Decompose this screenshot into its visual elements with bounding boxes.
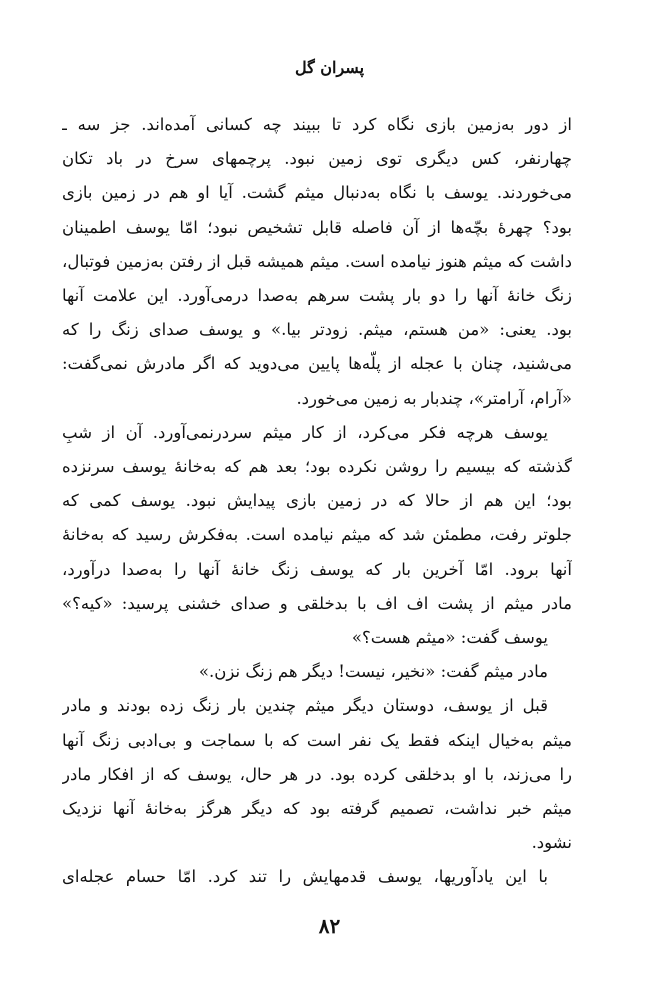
text-line: مادر میثم گفت: «نخیر، نیست! دیگر هم زنگ نزن.» [198, 662, 548, 682]
page-number: ۸۲ [318, 914, 341, 938]
text-line: «آرام، آرامتر»، چندبار به زمین می‌خورد. [296, 388, 572, 408]
text-line: نشود. [531, 833, 572, 853]
text-line: را می‌زند، با او بدخلقی کرده بود. در هر حال، یوسف که از افکار مادر [62, 764, 572, 784]
text-line: میثم به‌خیال اینکه فقط یک نفر است که با سماجت و بی‌ادبی زنگ آنها [62, 730, 572, 750]
text-line: داشت که میثم هنوز نیامده است. میثم همیشه قبل از رفتن به‌زمین فوتبال، [62, 251, 572, 271]
text-line: قبل از یوسف، دوستان دیگر میثم چندین بار زنگ زده بودند و مادر [62, 696, 548, 716]
text-line: زنگ خانهٔ آنها را دو بار پشت سرهم به‌صدا درمی‌آورد. این علامت آنها [62, 286, 572, 306]
text-line: جلوتر رفت، مطمئن شد که میثم نیامده است. به‌فکرش رسید که به‌خانهٔ [62, 525, 572, 545]
text-line: گذشته که بیسیم را روشن نکرده بود؛ بعد هم که به‌خانهٔ یوسف سرنزده [62, 457, 572, 477]
text-line: با این یادآوریها، یوسف قدمهایش را تند کرد. امّا حسام عجله‌ای [62, 867, 548, 887]
text-line: می‌خوردند. یوسف با نگاه به‌دنبال میثم گشت. آیا او هم در زمین بازی [62, 183, 572, 203]
text-line: مادر میثم از پشت اف اف با بدخلقی و صدای خشنی پرسید: «کیه؟» [62, 593, 572, 613]
text-line: میثم خبر نداشت، تصمیم گرفته بود که دیگر هرگز به‌خانهٔ آنها نزدیک [62, 799, 572, 819]
text-line: از دور به‌زمین بازی نگاه کرد تا ببیند چه کسانی آمده‌اند. جز سه ـ [62, 115, 572, 134]
text-line: بود؟ چهرهٔ بچّه‌ها از آن فاصله قابل تشخیص نبود؛ امّا یوسف اطمینان [62, 217, 572, 237]
running-header: پسران گل [294, 58, 365, 77]
text-line: می‌شنید، چنان با عجله از پلّه‌ها پایین می‌دوید که اگر مادرش نمی‌گفت: [62, 354, 572, 374]
text-line: چهارنفر، کس دیگری توی زمین نبود. پرچمهای سرخ در باد تکان [62, 149, 572, 169]
text-line: بود. یعنی: «من هستم، میثم. زودتر بیا.» و یوسف صدای زنگ را که [62, 320, 572, 340]
text-line: یوسف هرچه فکر می‌کرد، از کار میثم سردرنمی‌آورد. آن از شبِ [62, 422, 548, 442]
text-line: یوسف گفت: «میثم هست؟» [351, 628, 548, 648]
text-line: آنها برود. امّا آخرین بار که یوسف زنگ خانهٔ آنها را به‌صدا درآورد، [62, 559, 572, 579]
text-line: بود؛ این هم از حالا که در زمین بازی پیدایش نبود. یوسف کمی که [62, 491, 572, 511]
body-text [62, 108, 572, 895]
